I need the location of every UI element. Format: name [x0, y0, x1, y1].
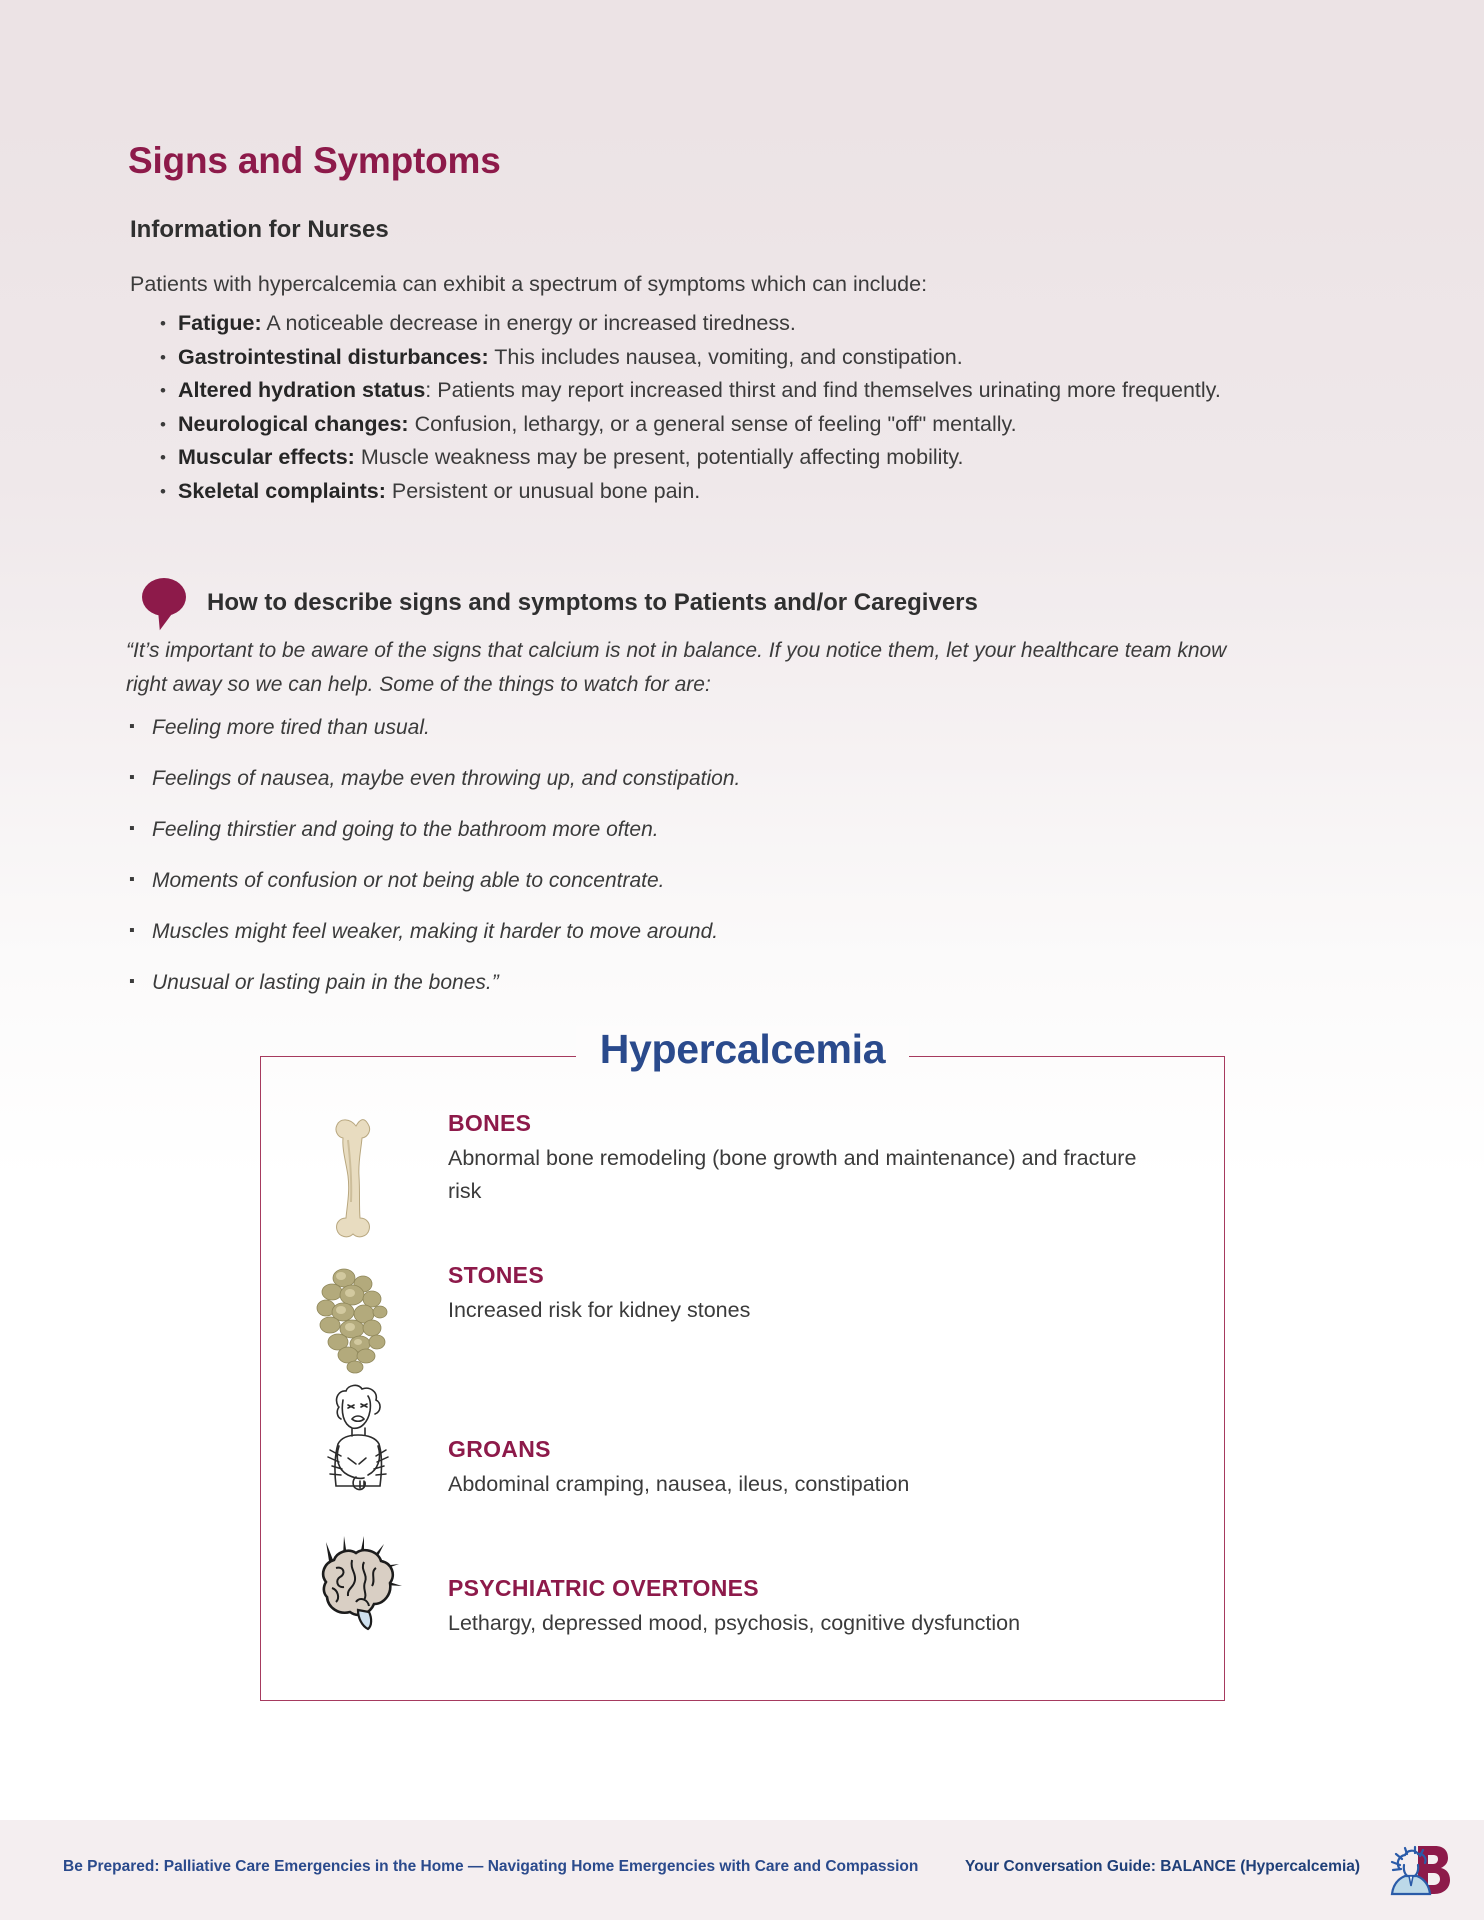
- bullet-icon: ▪: [129, 871, 135, 888]
- list-item-text: Unusual or lasting pain in the bones.”: [152, 971, 499, 994]
- list-item-text: Confusion, lethargy, or a general sense of feeling "off" mentally.: [408, 411, 1017, 436]
- brain-icon-svg: [306, 1530, 411, 1640]
- hypercalcemia-row-text: [448, 1378, 909, 1501]
- list-item-text: Feeling thirstier and going to the bathroom more often.: [152, 818, 659, 841]
- list-item: [126, 863, 1226, 898]
- row-description: Abdominal cramping, nausea, ileus, constipation: [448, 1472, 910, 1496]
- bone-icon-svg: [312, 1110, 404, 1245]
- abdominal-pain-person-icon: [298, 1378, 418, 1503]
- bullet-icon: ▪: [129, 922, 135, 939]
- caregivers-heading-row: [142, 578, 978, 628]
- bullet-icon: •: [160, 414, 166, 434]
- list-item: [126, 914, 1226, 949]
- list-item-term: Altered hydration status: [178, 378, 426, 402]
- hypercalcemia-row-text: [448, 1262, 750, 1327]
- bullet-icon: ▪: [129, 820, 135, 837]
- row-description: Increased risk for kidney stones: [448, 1298, 751, 1322]
- list-item-text: Muscles might feel weaker, making it harder to move around.: [152, 920, 719, 943]
- caregivers-symptom-list: [126, 710, 1226, 1016]
- caregivers-quote: “It’s important to be aware of the signs that calcium is not in balance. If you notice them, let your healthcare team know right away so we can help. Some of the things to watch for are:: [126, 639, 1227, 696]
- page-title: Signs and Symptoms: [128, 140, 501, 181]
- bullet-icon: ▪: [129, 973, 135, 990]
- list-item: [126, 965, 1226, 1000]
- list-item-text: : Patients may report increased thirst and find themselves urinating more frequently.: [425, 378, 1221, 402]
- footer-right-text: Your Conversation Guide: BALANCE (Hypercalcemia): [965, 1858, 1361, 1875]
- list-item-term: Gastrointestinal disturbances:: [178, 344, 489, 369]
- list-item: [158, 307, 1288, 341]
- abdominal-pain-person-icon-svg: [308, 1378, 408, 1503]
- balance-b-logo: [1385, 1840, 1453, 1902]
- list-item: [158, 374, 1288, 408]
- page-footer: [0, 1820, 1484, 1920]
- row-title: PSYCHIATRIC OVERTONES: [448, 1575, 759, 1601]
- list-item-term: Muscular effects:: [178, 445, 355, 469]
- row-title: GROANS: [448, 1436, 551, 1462]
- list-item-text: A noticeable decrease in energy or increased tiredness.: [261, 311, 796, 335]
- bullet-icon: ▪: [129, 769, 135, 786]
- list-item-term: Skeletal complaints:: [178, 478, 386, 503]
- row-title: STONES: [448, 1262, 544, 1288]
- list-item-term: Fatigue:: [178, 311, 262, 335]
- list-item: [126, 710, 1226, 745]
- nurses-intro-text: Patients with hypercalcemia can exhibit a spectrum of symptoms which can include:: [130, 272, 928, 296]
- bone-icon: [298, 1110, 418, 1245]
- bullet-icon: •: [160, 314, 166, 333]
- hypercalcemia-row-text: [448, 1530, 1020, 1640]
- speech-bubble-body: [142, 578, 186, 616]
- hypercalcemia-row-text: [448, 1110, 1148, 1208]
- list-item: [126, 812, 1226, 847]
- list-item-text: Moments of confusion or not being able to concentrate.: [152, 869, 665, 892]
- footer-left-text: Be Prepared: Palliative Care Emergencies in the Home — Navigating Home Emergencies with Care and Compassion: [63, 1858, 919, 1875]
- section-subtitle-nurses: Information for Nurses: [130, 216, 389, 243]
- list-item-text: Muscle weakness may be present, potentially affecting mobility.: [354, 445, 964, 469]
- list-item: [158, 475, 1288, 509]
- kidney-stones-icon-svg: [308, 1262, 408, 1377]
- hypercalcemia-row-bones: [298, 1110, 1148, 1245]
- hypercalcemia-row-groans: [298, 1378, 909, 1503]
- list-item-text: Feelings of nausea, maybe even throwing up, and constipation.: [152, 767, 741, 790]
- list-item: [126, 761, 1226, 796]
- hypercalcemia-panel-title-label: Hypercalcemia: [576, 1026, 910, 1073]
- nurses-symptom-list: [158, 307, 1288, 508]
- list-item: [158, 441, 1288, 475]
- kidney-stones-icon: [298, 1262, 418, 1377]
- bullet-icon: •: [160, 381, 166, 400]
- row-description: Abnormal bone remodeling (bone growth and maintenance) and fracture risk: [448, 1146, 1137, 1203]
- bullet-icon: ▪: [129, 718, 135, 735]
- list-item: [158, 408, 1288, 442]
- bullet-icon: •: [160, 448, 166, 467]
- brain-icon: [298, 1530, 418, 1640]
- list-item-text: This includes nausea, vomiting, and constipation.: [488, 344, 963, 369]
- list-item-text: Persistent or unusual bone pain.: [385, 478, 701, 503]
- list-item-term: Neurological changes:: [178, 411, 409, 436]
- row-title: BONES: [448, 1110, 532, 1136]
- bullet-icon: •: [160, 481, 166, 501]
- hypercalcemia-row-stones: [298, 1262, 750, 1377]
- row-description: Lethargy, depressed mood, psychosis, cognitive dysfunction: [448, 1611, 1021, 1635]
- bullet-icon: •: [160, 347, 166, 367]
- list-item: [158, 341, 1288, 375]
- list-item-text: Feeling more tired than usual.: [152, 716, 430, 739]
- speech-bubble-icon: [142, 578, 190, 628]
- hypercalcemia-row-psychiatric: [298, 1530, 1020, 1640]
- balance-b-logo-svg: [1385, 1840, 1453, 1902]
- caregivers-heading-label: How to describe signs and symptoms to Patients and/or Caregivers: [207, 589, 978, 616]
